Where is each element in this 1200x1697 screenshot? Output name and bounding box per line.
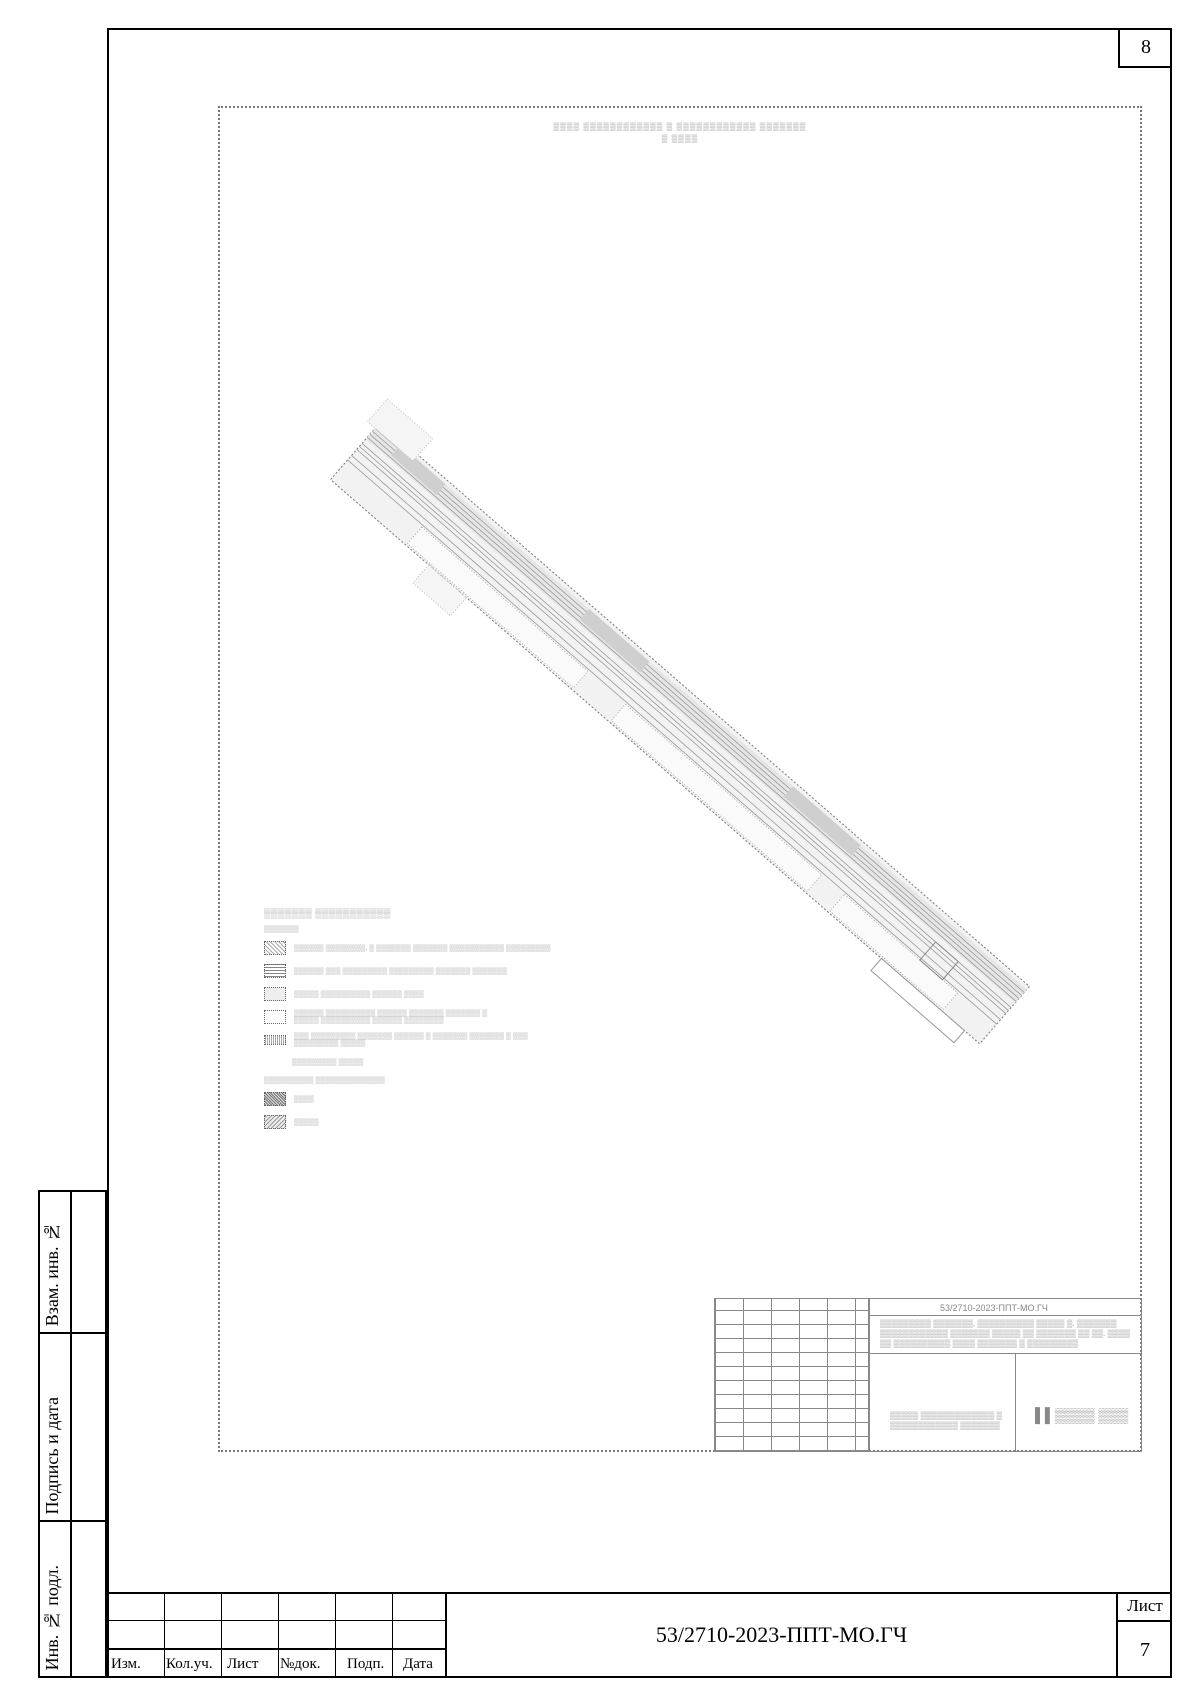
side-label-podpis: Подпись и дата	[42, 1396, 62, 1514]
col-ndok: №док.	[280, 1656, 321, 1672]
legend-heading: ▒▒▒▒▒▒▒ ▒▒▒▒▒▒▒▒▒▒▒	[264, 908, 391, 918]
drawing-stamp-code: 53/2710-2023-ППТ-МО.ГЧ	[940, 1303, 1048, 1313]
sheet-number-top: 8	[1118, 28, 1172, 68]
col-kolvo: Кол.уч.	[166, 1656, 213, 1672]
list-number: 7	[1140, 1639, 1150, 1661]
drawing-title-line-1: ▒▒▒▒ ▒▒▒▒▒▒▒▒▒▒▒▒ ▒ ▒▒▒▒▒▒▒▒▒▒▒▒ ▒▒▒▒▒▒▒	[553, 122, 807, 131]
side-label-inv: Инв. № подл.	[42, 1564, 62, 1670]
drawing-sheet	[218, 106, 1142, 1452]
title-block	[107, 1592, 1172, 1678]
drawing-stamp-logo: ▌▌▒▒▒▒ ▒▒▒	[1035, 1407, 1129, 1423]
legend-swatch	[264, 1056, 284, 1068]
col-list: Лист	[227, 1656, 259, 1672]
legend-swatch	[264, 941, 286, 955]
legend-swatch	[264, 1035, 286, 1045]
legend-item: ▒▒▒ ▒▒▒▒▒▒▒▒▒ ▒▒▒▒▒▒▒ ▒▒▒▒▒▒ ▒ ▒▒▒▒▒▒▒ ▒▒▒▒▒▒▒ ▒ ▒▒▒ ▒▒▒▒▒▒▒▒▒ ▒▒▒▒▒	[264, 1033, 624, 1047]
legend-swatch	[264, 964, 286, 978]
legend-item: ▒▒▒▒▒▒ ▒▒▒▒▒▒▒▒, ▒ ▒▒▒▒▒▒▒ ▒▒▒▒▒▒▒ ▒▒▒▒▒▒▒▒▒▒▒ ▒▒▒▒▒▒▒▒▒	[264, 941, 624, 955]
side-stamp	[38, 1190, 107, 1678]
document-code: 53/2710-2023-ППТ-МО.ГЧ	[655, 1622, 908, 1647]
drawing-title-line-2: ▒ ▒▒▒▒	[661, 134, 699, 143]
legend-item: ▒▒▒▒▒ ▒▒▒▒▒▒▒▒▒▒ ▒▒▒▒▒▒ ▒▒▒▒	[264, 987, 624, 1001]
legend-swatch	[264, 1010, 286, 1024]
legend-item: ▒▒▒▒▒▒ ▒▒▒ ▒▒▒▒▒▒▒▒▒ ▒▒▒▒▒▒▒▒▒ ▒▒▒▒▒▒▒ ▒▒▒▒▒▒▒	[264, 964, 624, 978]
legend-item: ▒▒▒▒▒▒▒▒▒ ▒▒▒▒▒	[264, 1056, 624, 1068]
legend	[264, 908, 624, 1138]
col-podp: Подп.	[347, 1656, 385, 1672]
legend-subheading: ▒▒▒▒▒▒▒	[264, 926, 299, 933]
side-cell-inv	[38, 1520, 107, 1678]
drawing-stamp-right: 53/2710-2023-ППТ-МО.ГЧ ▒▒▒▒▒▒▒▒▒ ▒▒▒▒▒▒▒, ▒▒▒▒▒▒▒▒▒▒ ▒▒▒▒▒ ▒. ▒▒▒▒▒▒▒ ▒▒▒▒▒▒▒▒▒▒▒▒ ▒▒▒▒▒▒▒ ▒▒▒▒▒ ▒▒ ▒▒▒▒▒▒▒ ▒▒ ▒▒. ▒▒▒▒ ▒▒ ▒▒▒▒▒▒▒▒▒▒ ▒▒▒▒ ▒▒▒▒▒▒▒ ▒ ▒▒▒▒▒▒▒▒▒ ▒▒▒▒▒ ▒▒▒▒▒▒▒▒▒▒▒▒▒ ▒ ▒▒▒▒▒▒▒▒▒▒▒▒ ▒▒▒▒▒▒▒ ▌▌▒▒▒▒ ▒▒▒	[869, 1298, 1142, 1452]
col-data: Дата	[403, 1656, 433, 1672]
legend-item: ▒▒▒▒	[264, 1092, 624, 1106]
site-plan-drawing	[220, 108, 1144, 1454]
legend-swatch	[264, 1115, 286, 1129]
legend-swatch	[264, 1092, 286, 1106]
side-label-vzam: Взам. инв. №	[42, 1221, 62, 1326]
legend-swatch	[264, 987, 286, 1001]
col-izm: Изм.	[111, 1656, 141, 1672]
list-label: Лист	[1127, 1596, 1163, 1615]
legend-subheading-transport: ▒▒▒▒▒▒▒▒▒▒ ▒▒▒▒▒▒▒▒▒▒▒▒▒▒	[264, 1077, 385, 1084]
side-cell-vzam	[38, 1190, 107, 1334]
drawing-stamp	[714, 1298, 1142, 1452]
legend-item: ▒▒▒▒▒	[264, 1115, 624, 1129]
side-cell-podpis	[38, 1332, 107, 1522]
legend-item: ▒▒▒▒▒▒ ▒▒▒▒▒▒▒▒▒▒ ▒▒▒▒▒▒ ▒▒▒▒▒▒▒ ▒▒▒▒▒▒▒ ▒ ▒▒▒▒▒ ▒▒▒▒▒▒▒▒▒▒ ▒▒▒▒▒▒ ▒▒▒▒▒▒▒▒	[264, 1010, 624, 1024]
drawing-stamp-grid	[714, 1298, 869, 1452]
